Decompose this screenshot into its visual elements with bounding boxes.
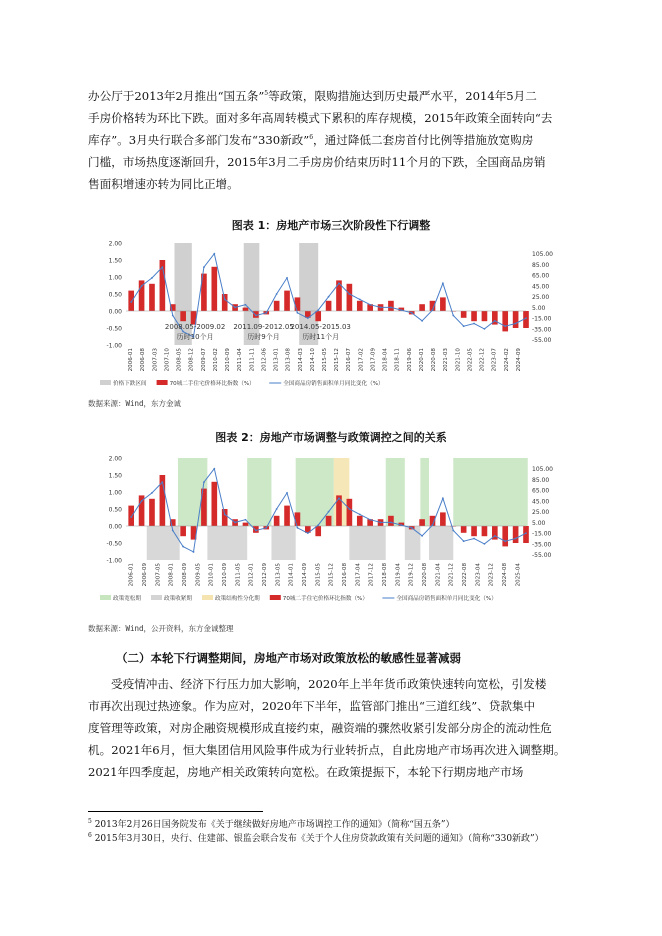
- policy-period-band: [207, 526, 247, 560]
- legend-swatch: [100, 595, 111, 600]
- x-tick-label: 2019-06: [406, 348, 413, 372]
- sales-area-yoy-point: [213, 253, 215, 255]
- sales-area-yoy-point: [421, 535, 423, 537]
- sales-area-yoy-point: [359, 298, 361, 300]
- annotation-range: 2011.09-2012.05: [233, 323, 294, 331]
- legend-label: 全国商品房销售面积单月同比变化（%）: [283, 381, 384, 387]
- y-right-tick-label: -35.00: [532, 541, 552, 549]
- sales-area-yoy-point: [172, 315, 174, 317]
- x-tick-label: 2015-12: [328, 563, 335, 587]
- sales-area-yoy-point: [369, 304, 371, 306]
- sales-area-yoy-point: [245, 304, 247, 306]
- y-left-tick-label: 0.50: [108, 291, 122, 299]
- x-tick-label: 2021-10: [455, 348, 462, 372]
- x-tick-label: 2012-06: [261, 348, 268, 372]
- sales-area-yoy-point: [432, 524, 434, 526]
- x-tick-label: 2010-01: [208, 563, 215, 587]
- x-tick-label: 2014-01: [288, 563, 295, 587]
- sales-area-yoy-point: [515, 323, 517, 325]
- x-tick-label: 2019-12: [408, 563, 415, 587]
- y-right-tick-label: -15.00: [532, 315, 552, 323]
- y-right-tick-label: 85.00: [532, 261, 550, 269]
- y-left-tick-label: -0.50: [106, 325, 122, 333]
- text-line: 门槛，市场热度逐渐回升，2015年3月二手房房价结束历时11个月的下跌，全国商品房销: [88, 155, 546, 169]
- price-index-bar: [471, 526, 477, 536]
- y-left-tick-label: 1.00: [108, 489, 122, 497]
- x-tick-label: 2011-11: [249, 348, 256, 372]
- x-tick-label: 2009-05: [195, 563, 202, 587]
- footnote-divider: [88, 811, 263, 812]
- sales-area-yoy-point: [141, 285, 143, 287]
- policy-period-band: [386, 458, 405, 526]
- x-tick-label: 2007-03: [152, 348, 159, 372]
- sales-area-yoy-point: [442, 282, 444, 284]
- price-index-bar: [461, 526, 467, 533]
- price-index-bar: [315, 311, 321, 321]
- sales-area-yoy-point: [380, 522, 382, 524]
- text-line: 受疫情冲击、经济下行压力加大影响，2020年上半年货币政策快速转向宽松，引发楼: [111, 677, 547, 691]
- section-heading: （二）本轮下行调整期间，房地产市场对政策放松的敏感性显著减弱: [116, 651, 461, 665]
- sales-area-yoy-point: [307, 317, 309, 319]
- y-right-tick-label: 85.00: [532, 476, 550, 484]
- x-tick-label: 2024-02: [503, 348, 510, 372]
- x-tick-label: 2021-04: [435, 563, 442, 587]
- price-index-bar: [326, 516, 332, 526]
- x-tick-label: 2016-08: [342, 563, 348, 587]
- text-line: 手房价格转为环比下跌。面对多年高周转模式下累积的库存规模，2015年政策全面转向“去: [88, 111, 553, 125]
- sales-area-yoy-point: [141, 500, 143, 502]
- legend-label: 价格下跌区间: [113, 381, 147, 387]
- annotation-range: 2014.05-2015.03: [290, 323, 351, 331]
- price-index-bar: [274, 516, 280, 526]
- x-tick-label: 2015-12: [334, 348, 341, 372]
- policy-period-band: [429, 526, 453, 560]
- price-index-bar: [461, 311, 467, 318]
- price-index-bar: [295, 297, 301, 311]
- x-tick-label: 2014-03: [297, 348, 304, 372]
- policy-period-band: [296, 458, 334, 526]
- y-left-tick-label: -0.50: [106, 540, 122, 548]
- sales-area-yoy-point: [265, 527, 267, 529]
- price-index-bar: [149, 284, 155, 311]
- x-tick-label: 2008-09: [182, 563, 188, 587]
- figure2-chart: [88, 452, 578, 607]
- x-tick-label: 2015-05: [315, 563, 322, 587]
- x-tick-label: 2006-09: [142, 563, 148, 587]
- x-tick-label: 2006-08: [140, 348, 147, 372]
- x-tick-label: 2017-09: [370, 348, 377, 372]
- sales-area-yoy-point: [286, 492, 288, 494]
- x-tick-label: 2020-08: [422, 563, 428, 587]
- footnote-text: 2015年3月30日，央行、住建部、银监会联合发布《关于个人住房贷款政策有关问题的通知》（简称“330新政”）: [91, 834, 544, 844]
- sales-area-yoy-point: [255, 530, 257, 532]
- policy-period-band: [247, 458, 271, 526]
- sales-area-yoy-point: [286, 277, 288, 279]
- price-index-bar: [357, 516, 363, 526]
- price-index-bar: [315, 526, 321, 536]
- price-index-bar: [243, 523, 249, 526]
- policy-period-band: [349, 526, 385, 560]
- x-tick-label: 2020-01: [418, 348, 425, 372]
- price-index-bar: [274, 301, 280, 311]
- policy-period-band: [405, 526, 421, 560]
- x-tick-label: 2024-09: [515, 348, 522, 372]
- sales-area-yoy-point: [369, 519, 371, 521]
- sales-area-yoy-point: [473, 538, 475, 540]
- x-tick-label: 2025-04: [515, 563, 522, 587]
- price-index-bar: [513, 526, 519, 543]
- price-index-bar: [253, 526, 259, 533]
- sales-area-yoy-point: [317, 309, 319, 311]
- y-right-tick-label: -15.00: [532, 530, 552, 538]
- legend-swatch: [270, 595, 281, 600]
- x-tick-label: 2017-02: [358, 348, 365, 372]
- x-tick-label: 2022-08: [462, 563, 468, 587]
- y-left-tick-label: -1.00: [106, 557, 122, 565]
- sales-area-yoy-point: [348, 508, 350, 510]
- price-index-bar: [419, 519, 425, 526]
- sales-area-yoy-point: [213, 468, 215, 470]
- sales-area-yoy-point: [390, 522, 392, 524]
- x-tick-label: 2022-05: [467, 348, 474, 372]
- x-tick-label: 2013-01: [273, 348, 280, 372]
- text-line: 售面积增速亦转为同比正增。: [88, 177, 239, 191]
- sales-area-yoy-point: [400, 309, 402, 311]
- legend-swatch: [157, 380, 168, 385]
- sales-area-yoy-point: [234, 307, 236, 309]
- sales-area-yoy-point: [130, 516, 132, 518]
- text-line: 办公厅于2013年2月推出“国五条”: [88, 89, 265, 103]
- sales-area-yoy-point: [193, 551, 195, 553]
- y-right-tick-label: 45.00: [532, 498, 550, 506]
- x-tick-label: 2023-04: [475, 563, 482, 587]
- price-index-bar: [211, 482, 217, 526]
- y-right-tick-label: -35.00: [532, 326, 552, 334]
- figure1-title: 图表 1：房地产市场三次阶段性下行调整: [231, 219, 431, 232]
- x-tick-label: 2010-09: [222, 563, 228, 587]
- sales-area-yoy-point: [504, 540, 506, 542]
- price-index-bar: [357, 301, 363, 311]
- footnote-ref[interactable]: 6: [309, 134, 314, 142]
- price-index-bar: [180, 311, 186, 321]
- x-tick-label: 2011-04: [237, 348, 244, 372]
- sales-area-yoy-point: [380, 307, 382, 309]
- sales-area-yoy-point: [504, 325, 506, 327]
- y-left-tick-label: 1.50: [108, 472, 122, 480]
- sales-area-yoy-point: [328, 296, 330, 298]
- x-tick-label: 2014-10: [309, 348, 316, 372]
- annotation-duration: 历时11个月: [302, 333, 340, 341]
- y-left-tick-label: 2.00: [108, 455, 122, 463]
- price-index-bar: [482, 526, 488, 536]
- price-index-bar: [180, 526, 186, 536]
- y-right-tick-label: 5.00: [532, 519, 546, 527]
- price-index-bar: [222, 294, 228, 311]
- y-right-tick-label: 65.00: [532, 272, 550, 280]
- x-tick-label: 2013-05: [275, 563, 282, 587]
- sales-area-yoy-point: [130, 301, 132, 303]
- price-index-bar: [284, 506, 290, 526]
- policy-period-band: [147, 526, 180, 560]
- x-tick-label: 2008-12: [188, 348, 195, 372]
- sales-area-yoy-point: [494, 320, 496, 322]
- body-paragraph-bottom: [88, 673, 576, 783]
- sales-area-yoy-point: [494, 535, 496, 537]
- text-line: 市再次出现过热迹象。作为应对，2020年下半年，监管部门推出“三道红线”、贷款集中: [88, 699, 536, 713]
- y-right-tick-label: -55.00: [532, 552, 552, 560]
- price-index-bar: [471, 311, 477, 321]
- sales-area-yoy-point: [151, 277, 153, 279]
- legend-label: 70城二手住宅价格环比指数（%）: [282, 596, 368, 602]
- x-tick-label: 2021-03: [443, 348, 450, 372]
- x-tick-label: 2010-09: [225, 348, 232, 372]
- text-line: 库存”。3月央行联合多部门发布“330新政”: [88, 133, 310, 147]
- x-tick-label: 2017-12: [368, 563, 375, 587]
- policy-period-band: [271, 526, 295, 560]
- x-tick-label: 2014-09: [302, 563, 308, 587]
- sales-area-yoy-point: [317, 524, 319, 526]
- sales-area-yoy-point: [432, 309, 434, 311]
- sales-area-yoy-point: [276, 508, 278, 510]
- y-right-tick-label: 5.00: [532, 304, 546, 312]
- legend-swatch: [202, 595, 213, 600]
- price-index-bar: [419, 304, 425, 311]
- sales-area-yoy-point: [359, 513, 361, 515]
- x-tick-label: 2012-01: [248, 563, 255, 587]
- x-tick-label: 2024-08: [502, 563, 508, 587]
- price-index-bar: [253, 311, 259, 318]
- x-tick-label: 2009-07: [200, 348, 207, 372]
- sales-area-yoy-point: [515, 538, 517, 540]
- figure2-source: 数据来源：Wind，公开资料，东方金诚整理: [88, 624, 234, 633]
- y-right-tick-label: 45.00: [532, 283, 550, 291]
- text-line: 度管理等政策，对房企融资规模形成直接约束，融资端的骤然收紧引发部分房企的流动性危: [88, 721, 552, 735]
- y-right-tick-label: 25.00: [532, 294, 550, 302]
- y-left-tick-label: 1.50: [108, 257, 122, 265]
- price-index-bar: [295, 512, 301, 526]
- price-index-bar: [243, 308, 249, 311]
- y-left-tick-label: 0.00: [108, 523, 122, 531]
- figure1-source: 数据来源：Wind，东方金诚: [88, 399, 182, 408]
- sales-area-yoy-point: [203, 266, 205, 268]
- y-left-tick-label: 0.00: [108, 308, 122, 316]
- footnote-number: 6: [88, 832, 92, 839]
- x-tick-label: 2007-10: [164, 348, 171, 372]
- x-tick-label: 2023-07: [491, 348, 498, 372]
- footnote-text: 2013年2月26日国务院发布《关于继续做好房地产市场调控工作的通知》（简称“国五条”）: [91, 820, 455, 830]
- sales-area-yoy-point: [307, 532, 309, 534]
- price-index-bar: [347, 499, 353, 526]
- sales-area-yoy-point: [525, 532, 527, 534]
- legend-label: 政策宽松期: [113, 596, 141, 602]
- sales-area-yoy-point: [525, 317, 527, 319]
- sales-area-yoy-point: [234, 522, 236, 524]
- text-line: 等政策，限购措施达到历史最严水平，2014年5月二: [268, 89, 537, 103]
- sales-area-yoy-point: [484, 543, 486, 545]
- x-tick-label: 2017-04: [355, 563, 362, 587]
- sales-area-yoy-point: [224, 298, 226, 300]
- sales-area-yoy-point: [452, 315, 454, 317]
- body-paragraph-top: [88, 85, 576, 195]
- legend-swatch: [151, 595, 162, 600]
- price-index-bar: [388, 516, 394, 526]
- sales-area-yoy-point: [255, 315, 257, 317]
- sales-area-yoy-point: [151, 492, 153, 494]
- x-tick-label: 2006-01: [128, 563, 135, 587]
- y-right-tick-label: 105.00: [532, 251, 553, 259]
- sales-area-yoy-point: [473, 323, 475, 325]
- x-tick-label: 2013-08: [285, 348, 292, 372]
- x-tick-label: 2020-08: [431, 348, 438, 372]
- sales-area-yoy-point: [442, 497, 444, 499]
- x-tick-label: 2012-09: [262, 563, 268, 587]
- price-index-bar: [513, 311, 519, 328]
- annotation-range: 2008.05-2009.02: [164, 323, 226, 331]
- policy-period-band: [420, 458, 429, 526]
- price-index-bar: [222, 509, 228, 526]
- x-tick-label: 2018-11: [394, 348, 401, 372]
- price-index-bar: [128, 506, 134, 526]
- price-index-bar: [502, 311, 508, 331]
- footnote-ref[interactable]: 5: [264, 90, 269, 98]
- legend-label: 政策结构性分化期: [215, 596, 260, 602]
- sales-area-yoy-point: [328, 511, 330, 513]
- annotation-duration: 历时9个月: [247, 333, 280, 341]
- y-right-tick-label: 25.00: [532, 509, 550, 517]
- price-index-bar: [149, 499, 155, 526]
- figure2-title: 图表 2：房地产市场调整与政策调控之间的关系: [215, 431, 447, 444]
- x-tick-label: 2006-01: [128, 348, 135, 372]
- x-tick-label: 2010-02: [212, 348, 219, 372]
- legend-label: 全国商品房销售面积单月同比变化（%）: [396, 596, 497, 602]
- price-index-bar: [440, 512, 446, 526]
- price-index-bar: [128, 291, 134, 311]
- sales-area-yoy-point: [484, 328, 486, 330]
- y-left-tick-label: -1.00: [106, 342, 122, 350]
- x-tick-label: 2008-01: [168, 563, 175, 587]
- sales-area-yoy-point: [203, 481, 205, 483]
- sales-area-yoy-point: [411, 312, 413, 314]
- x-tick-label: 2016-07: [346, 348, 353, 372]
- sales-area-yoy-point: [411, 527, 413, 529]
- sales-area-yoy-point: [297, 527, 299, 529]
- y-left-tick-label: 1.00: [108, 274, 122, 282]
- x-tick-label: 2019-04: [395, 563, 402, 587]
- sales-area-yoy-point: [224, 513, 226, 515]
- price-index-bar: [326, 301, 332, 311]
- x-tick-label: 2018-08: [382, 563, 388, 587]
- sales-area-yoy-point: [338, 282, 340, 284]
- price-index-bar: [502, 526, 508, 546]
- sales-area-yoy-point: [463, 325, 465, 327]
- sales-area-yoy-point: [452, 530, 454, 532]
- x-tick-label: 2021-12: [448, 563, 455, 587]
- legend-swatch: [100, 380, 111, 385]
- x-tick-label: 2007-05: [155, 563, 162, 587]
- sales-area-yoy-point: [182, 546, 184, 548]
- sales-area-yoy-point: [463, 540, 465, 542]
- text-line: 2021年四季度起，房地产相关政策转向宽松。在政策提振下，本轮下行期房地产市场: [88, 765, 524, 779]
- x-tick-label: 2015-05: [322, 348, 328, 372]
- x-tick-label: 2018-04: [382, 348, 389, 372]
- sales-area-yoy-point: [348, 293, 350, 295]
- sales-area-yoy-point: [297, 312, 299, 314]
- y-right-tick-label: 65.00: [532, 487, 550, 495]
- y-left-tick-label: 0.50: [108, 506, 122, 514]
- price-index-bar: [347, 284, 353, 311]
- sales-area-yoy-point: [276, 293, 278, 295]
- figure1-chart: [88, 237, 578, 392]
- x-tick-label: 2022-12: [479, 348, 486, 372]
- legend-label: 政策收紧期: [164, 596, 192, 602]
- x-tick-label: 2011-05: [235, 563, 242, 587]
- x-tick-label: 2023-12: [488, 563, 495, 587]
- sales-area-yoy-point: [245, 519, 247, 521]
- text-line: ，通过降低二套房首付比例等措施放宽购房: [313, 133, 534, 147]
- y-right-tick-label: -55.00: [532, 337, 552, 345]
- price-index-bar: [211, 267, 217, 311]
- price-index-bar: [482, 311, 488, 321]
- footnote-6: [88, 829, 576, 846]
- sales-area-yoy-point: [172, 530, 174, 532]
- policy-period-band: [453, 458, 527, 526]
- x-tick-label: 2008-05: [176, 348, 183, 372]
- annotation-duration: 历时10个月: [176, 333, 214, 341]
- sales-area-yoy-point: [265, 312, 267, 314]
- sales-area-yoy-point: [400, 524, 402, 526]
- sales-area-yoy-point: [338, 497, 340, 499]
- price-index-bar: [440, 297, 446, 311]
- sales-area-yoy-point: [421, 320, 423, 322]
- sales-area-yoy-point: [390, 307, 392, 309]
- legend-label: 70城二手住宅价格环比指数（%）: [169, 381, 255, 387]
- footnote-number: 5: [88, 818, 92, 825]
- text-line: 机。2021年6月，恒大集团信用风险事件成为行业转折点，自此房地产市场再次进入调整期。: [88, 743, 566, 757]
- sales-area-yoy-point: [161, 481, 163, 483]
- y-right-tick-label: 105.00: [532, 466, 553, 474]
- price-index-bar: [284, 291, 290, 311]
- price-index-bar: [388, 301, 394, 311]
- sales-area-yoy-point: [161, 266, 163, 268]
- y-left-tick-label: 2.00: [108, 240, 122, 248]
